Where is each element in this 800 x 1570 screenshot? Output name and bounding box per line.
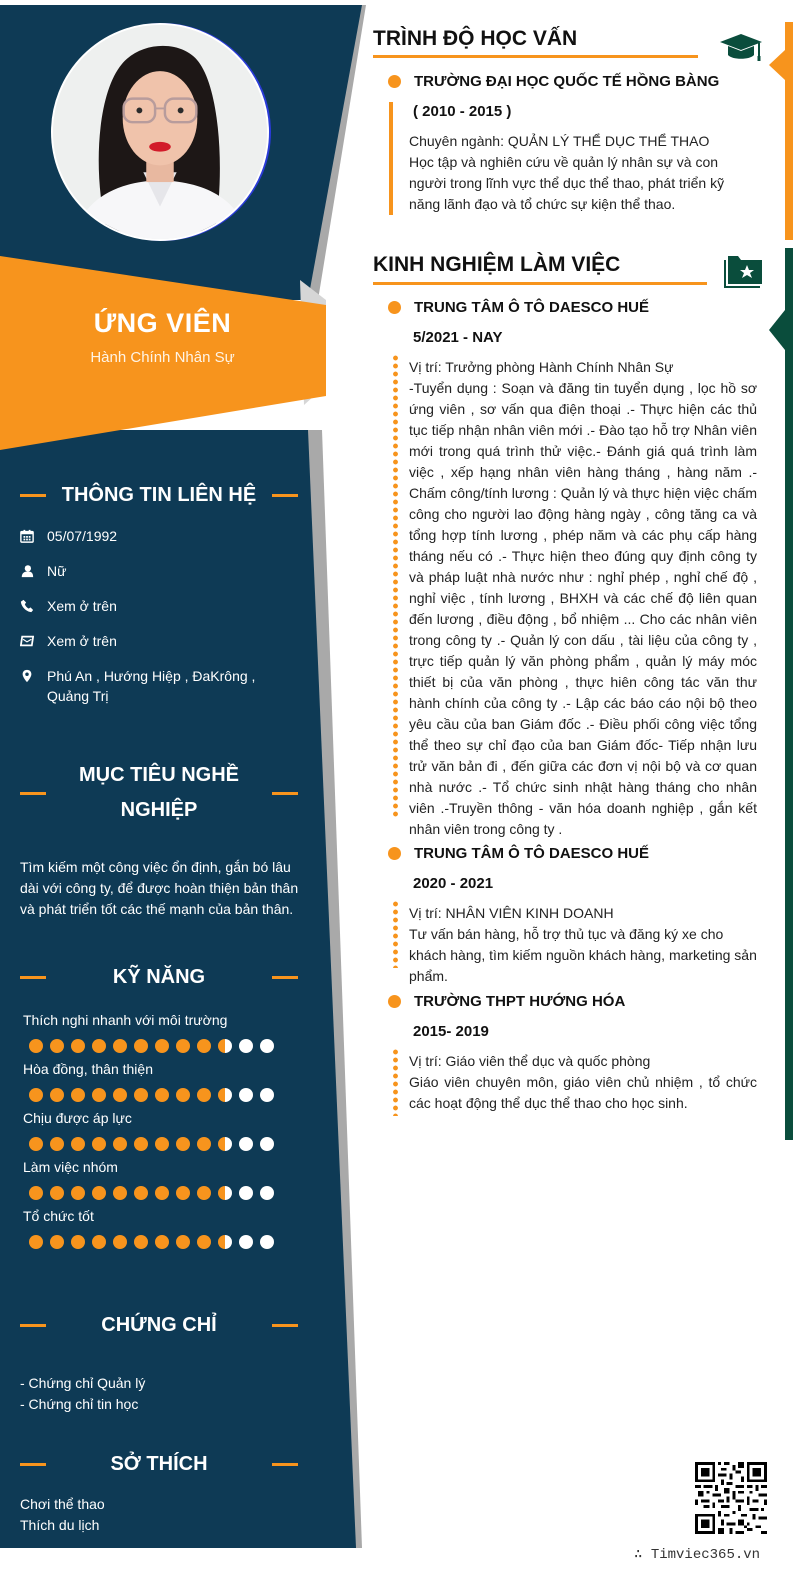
rating-dot-icon [29, 1088, 43, 1102]
bullet-icon [388, 75, 401, 88]
experience-description: Vị trí: Giáo viên thể dục và quốc phòng Giáo viên chuyên môn, giáo viên chủ nhiệm , tổ chức các hoạt động thể dục thể thao cho học sinh. [409, 1053, 757, 1111]
hobby-item: Chơi thể thao [20, 1496, 105, 1512]
experience-entry-header: TRUNG TÂM Ô TÔ DAESCO HUẾ [388, 299, 649, 316]
rating-dot-icon [155, 1039, 169, 1053]
title-bar-left [20, 792, 46, 795]
title-bar-left [20, 1463, 46, 1466]
title-bar-right [272, 1463, 298, 1466]
experience-date: 2015- 2019 [413, 1023, 489, 1040]
rating-dot-icon [50, 1088, 64, 1102]
email-icon [20, 631, 47, 651]
qr-code-icon [695, 1462, 767, 1534]
rating-dot-icon [197, 1088, 211, 1102]
rating-dot-icon [134, 1186, 148, 1200]
title-bar-left [20, 976, 46, 979]
skill-rating [29, 1137, 303, 1151]
skill-rating [29, 1039, 303, 1053]
rating-dot-icon [218, 1039, 232, 1053]
rating-dot-icon [260, 1186, 274, 1200]
contact-birthdate: 05/07/1992 [20, 526, 300, 561]
rating-dot-icon [92, 1137, 106, 1151]
experience-entry-header: TRUNG TÂM Ô TÔ DAESCO HUẾ [388, 845, 649, 862]
title-bar-right [272, 1324, 298, 1327]
title-bar-right [272, 792, 298, 795]
rating-dot-icon [29, 1186, 43, 1200]
rating-dot-icon [239, 1088, 253, 1102]
rating-dot-icon [134, 1137, 148, 1151]
folder-star-icon [724, 254, 764, 288]
rating-dot-icon [113, 1186, 127, 1200]
rating-dot-icon [218, 1235, 232, 1249]
rating-dot-icon [50, 1137, 64, 1151]
rating-dot-icon [71, 1088, 85, 1102]
brand-watermark: ∴ Timviec365.vn [634, 1547, 761, 1563]
contact-gender: Nữ [20, 561, 300, 596]
candidate-role: Hành Chính Nhân Sự [90, 349, 235, 366]
rating-dot-icon [50, 1235, 64, 1249]
skills-list [23, 1010, 303, 1255]
location-icon [20, 666, 47, 686]
experience-side-strip [785, 248, 793, 1140]
timeline-dots [393, 900, 398, 968]
rating-dot-icon [113, 1039, 127, 1053]
rating-dot-icon [176, 1088, 190, 1102]
phone-icon [20, 596, 47, 616]
contact-section-title: THÔNG TIN LIÊN HỆ [20, 478, 298, 513]
rating-dot-icon [239, 1039, 253, 1053]
rating-dot-icon [239, 1137, 253, 1151]
rating-dot-icon [134, 1039, 148, 1053]
rating-dot-icon [155, 1137, 169, 1151]
experience-strip-arrow [769, 310, 793, 350]
rating-dot-icon [197, 1039, 211, 1053]
education-date: ( 2010 - 2015 ) [413, 103, 512, 120]
timeline-dots [393, 354, 398, 818]
title-bar-right [272, 976, 298, 979]
contact-address: Phú An , Hướng Hiệp , ĐaKrông , Quảng Trị [20, 666, 300, 716]
certificates-list [20, 1373, 300, 1415]
objective-text: Tìm kiếm một công việc ổn định, gắn bó lâu dài với công ty, để được hoàn thiện bản thân và phát triển tốt các thế mạnh của bản thân. [20, 859, 299, 917]
skill-item: Hòa đồng, thân thiện [23, 1059, 303, 1108]
title-bar-left [20, 494, 46, 497]
skill-item: Thích nghi nhanh với môi trường [23, 1010, 303, 1059]
rating-dot-icon [50, 1186, 64, 1200]
experience-date: 2020 - 2021 [413, 875, 494, 892]
experience-description: Vị trí: NHÂN VIÊN KINH DOANH Tư vấn bán hàng, hỗ trợ thủ tục và đăng ký xe cho khách hàng, tìm kiếm nguồn khách hàng, marketing sản phẩm. [409, 905, 757, 984]
candidate-name: ỨNG VIÊN [93, 308, 232, 338]
rating-dot-icon [176, 1186, 190, 1200]
skill-item: Làm việc nhóm [23, 1157, 303, 1206]
rating-dot-icon [71, 1137, 85, 1151]
rating-dot-icon [260, 1088, 274, 1102]
rating-dot-icon [29, 1235, 43, 1249]
objective-section-title: MỤC TIÊU NGHỀ NGHIỆP [20, 758, 298, 828]
experience-section-title: KINH NGHIỆM LÀM VIỆC [373, 253, 621, 276]
education-description: Chuyên ngành: QUẢN LÝ THỂ DỤC THỂ THAO Học tập và nghiên cứu về quản lý nhân sự và con người trong lĩnh vực thể dục thể thao, phát triển kỹ năng lãnh đạo và tổ chức sự kiện thể thao. [409, 133, 725, 212]
profile-header [0, 308, 325, 366]
rating-dot-icon [113, 1088, 127, 1102]
skill-item: Tổ chức tốt [23, 1206, 303, 1255]
rating-dot-icon [218, 1137, 232, 1151]
skill-item: Chịu được áp lực [23, 1108, 303, 1157]
rating-dot-icon [197, 1186, 211, 1200]
rating-dot-icon [218, 1088, 232, 1102]
graduation-cap-icon [718, 32, 764, 64]
rating-dot-icon [113, 1137, 127, 1151]
rating-dot-icon [155, 1186, 169, 1200]
rating-dot-icon [92, 1088, 106, 1102]
rating-dot-icon [134, 1088, 148, 1102]
rating-dot-icon [71, 1039, 85, 1053]
title-bar-right [272, 494, 298, 497]
rating-dot-icon [176, 1235, 190, 1249]
rating-dot-icon [113, 1235, 127, 1249]
hobbies-section-title: SỞ THÍCH [20, 1447, 298, 1482]
contact-phone: Xem ở trên [20, 596, 300, 631]
rating-dot-icon [29, 1137, 43, 1151]
certificate-item: - Chứng chỉ Quản lý [20, 1375, 146, 1391]
calendar-icon [20, 526, 47, 546]
rating-dot-icon [50, 1039, 64, 1053]
rating-dot-icon [218, 1186, 232, 1200]
rating-dot-icon [29, 1039, 43, 1053]
rating-dot-icon [155, 1088, 169, 1102]
bullet-icon [388, 995, 401, 1008]
skills-section-title: KỸ NĂNG [20, 960, 298, 995]
rating-dot-icon [176, 1039, 190, 1053]
rating-dot-icon [260, 1039, 274, 1053]
skill-rating [29, 1088, 303, 1102]
rating-dot-icon [71, 1235, 85, 1249]
rating-dot-icon [260, 1137, 274, 1151]
user-icon [20, 561, 47, 581]
rating-dot-icon [92, 1186, 106, 1200]
contact-list [20, 526, 300, 716]
rating-dot-icon [239, 1186, 253, 1200]
certificates-section-title: CHỨNG CHỈ [20, 1308, 298, 1343]
rating-dot-icon [71, 1186, 85, 1200]
rating-dot-icon [92, 1235, 106, 1249]
rating-dot-icon [155, 1235, 169, 1249]
bullet-icon [388, 847, 401, 860]
title-bar-left [20, 1324, 46, 1327]
skill-rating [29, 1235, 303, 1249]
certificate-item: - Chứng chỉ tin học [20, 1396, 139, 1412]
rating-dot-icon [197, 1137, 211, 1151]
experience-description: Vị trí: Trưởng phòng Hành Chính Nhân Sự -Tuyển dụng : Soạn và đăng tin tuyển dụng , lọc hồ sơ ứng viên , sơ vấn qua điện thoại .- Thực hiện các thủ tục tiếp nhận nhân viên mới .- Đào tạo hỗ trợ Nhân viên mới trong quá trình thử việc.- Đánh giá quá trình làm việc , xếp hạng nhân viên hàng tháng , hàng năm .- Chấm công/tính lương : Quản lý và thực hiện việc chấm công cho người lao động hàng ngày , công tăng ca và tổng hợp tính lương , phép năm và các phụ cấp hàng tháng nếu có .- Thực hiện theo đúng quy định công ty và pháp luật nhà nước như : nghỉ phép , nghỉ chế độ , nghỉ việc , tính lương , BHXH và các chế độ liên quan đến lương , điều động , bổ nhiệm ... Cho các nhân viên trong công ty .- Quản lý con dấu , tài liệu của công ty , trực tiếp quản lý văn phòng phẩm , quản lý máy móc thiết bị của văn phòng , thực hiên công tác văn thư hành chính của công ty .- Lập các báo cáo nội bộ theo yêu cầu của ban Giám đốc .- Điều phối công việc tổng thể theo sự chỉ đạo của ban Giám đốc- Tiếp nhận lưu trử văn bản đi , đến giữa các đơn vị nội bộ và cơ quan nhà nước .- Tổ chức sinh nhật hàng tháng cho nhân viên .-Truyền thông - văn hóa doanh nghiệp , gắn kết nhân viên trong công ty . [409, 359, 757, 837]
experience-title-underline [373, 282, 707, 285]
rating-dot-icon [239, 1235, 253, 1249]
skill-rating [29, 1186, 303, 1200]
hobbies-list [20, 1494, 300, 1536]
education-strip-arrow [769, 50, 793, 80]
experience-date: 5/2021 - NAY [413, 329, 503, 346]
rating-dot-icon [92, 1039, 106, 1053]
timeline-line [389, 102, 393, 215]
bullet-icon [388, 301, 401, 314]
rating-dot-icon [197, 1235, 211, 1249]
education-section-title: TRÌNH ĐỘ HỌC VẤN [373, 27, 578, 50]
experience-entry-header: TRƯỜNG THPT HƯỚNG HÓA [388, 993, 625, 1010]
rating-dot-icon [260, 1235, 274, 1249]
avatar-photo [51, 23, 269, 241]
education-entry-header: TRƯỜNG ĐẠI HỌC QUỐC TẾ HỒNG BÀNG [388, 73, 719, 90]
rating-dot-icon [176, 1137, 190, 1151]
contact-email: Xem ở trên [20, 631, 300, 666]
rating-dot-icon [134, 1235, 148, 1249]
education-title-underline [373, 55, 698, 58]
portrait-icon [53, 25, 267, 239]
timeline-dots [393, 1048, 398, 1116]
hobby-item: Thích du lịch [20, 1517, 100, 1533]
